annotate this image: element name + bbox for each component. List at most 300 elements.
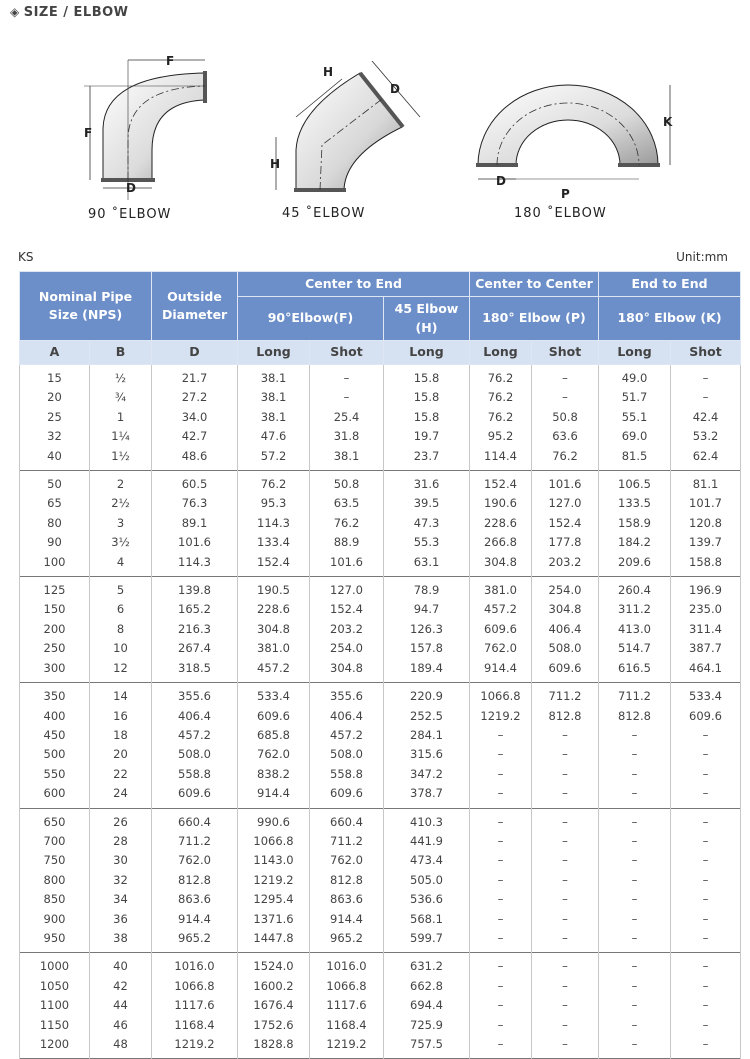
elbow-45-caption: 45 ˚ELBOW xyxy=(282,206,366,221)
table-cell: – xyxy=(532,388,599,407)
table-cell: 106.5 xyxy=(599,471,671,495)
table-cell: 457.2 xyxy=(152,726,238,745)
table-cell: – xyxy=(671,996,741,1015)
table-cell: 55.1 xyxy=(599,408,671,427)
table-cell: 95.3 xyxy=(238,494,310,513)
table-cell: 508.0 xyxy=(310,745,384,764)
table-cell: – xyxy=(532,851,599,870)
table-cell: 95.2 xyxy=(470,427,532,446)
table-cell: 228.6 xyxy=(470,514,532,533)
table-cell: 1066.8 xyxy=(470,683,532,707)
table-cell: 685.8 xyxy=(238,726,310,745)
table-cell: 62.4 xyxy=(671,447,741,471)
table-cell: 473.4 xyxy=(384,851,470,870)
table-cell: 23.7 xyxy=(384,447,470,471)
table-cell: – xyxy=(599,808,671,832)
table-cell: 152.4 xyxy=(310,600,384,619)
table-cell: 25.4 xyxy=(310,408,384,427)
table-cell: 711.2 xyxy=(310,832,384,851)
table-cell: 46 xyxy=(90,1016,152,1035)
table-cell: 381.0 xyxy=(470,577,532,601)
table-cell: – xyxy=(470,851,532,870)
table-cell: – xyxy=(671,910,741,929)
table-cell: 189.4 xyxy=(384,659,470,683)
table-cell: 50.8 xyxy=(532,408,599,427)
table-cell: 38.1 xyxy=(238,365,310,389)
table-cell: – xyxy=(599,996,671,1015)
label-d: D xyxy=(496,174,507,188)
header-180-elbow-k: 180° Elbow (K) xyxy=(599,297,741,341)
table-row xyxy=(20,765,741,784)
table-cell: 762.0 xyxy=(152,851,238,870)
table-cell: – xyxy=(599,726,671,745)
table-cell: 1447.8 xyxy=(238,929,310,953)
table-cell: 812.8 xyxy=(599,707,671,726)
table-cell: 139.8 xyxy=(152,577,238,601)
table-cell: 990.6 xyxy=(238,808,310,832)
elbow-45-diagram xyxy=(260,55,430,225)
table-cell: – xyxy=(671,365,741,389)
table-cell: 660.4 xyxy=(152,808,238,832)
table-cell: – xyxy=(671,745,741,764)
table-cell: – xyxy=(599,1016,671,1035)
table-cell: 220.9 xyxy=(384,683,470,707)
table-cell: – xyxy=(671,832,741,851)
table-cell: 31.8 xyxy=(310,427,384,446)
header-col-d: D xyxy=(152,341,238,365)
table-cell: – xyxy=(532,365,599,389)
table-cell: 3 xyxy=(90,514,152,533)
table-cell: 568.1 xyxy=(384,910,470,929)
table-cell: 53.2 xyxy=(671,427,741,446)
table-cell: 4 xyxy=(90,553,152,577)
table-cell: 750 xyxy=(20,851,90,870)
table-cell: 505.0 xyxy=(384,871,470,890)
table-cell: 762.0 xyxy=(310,851,384,870)
table-cell: 177.8 xyxy=(532,533,599,552)
table-row xyxy=(20,832,741,851)
elbow-45-drawing xyxy=(260,55,430,195)
table-row xyxy=(20,494,741,513)
table-cell: 101.6 xyxy=(152,533,238,552)
label-f-top: F xyxy=(166,54,176,68)
table-row xyxy=(20,1016,741,1035)
table-cell: 89.1 xyxy=(152,514,238,533)
table-cell: 127.0 xyxy=(532,494,599,513)
table-cell: 76.2 xyxy=(470,408,532,427)
table-cell: 32 xyxy=(90,871,152,890)
table-row xyxy=(20,808,741,832)
table-cell: 1150 xyxy=(20,1016,90,1035)
table-cell: 609.6 xyxy=(310,784,384,808)
table-cell: 252.5 xyxy=(384,707,470,726)
table-cell: – xyxy=(470,929,532,953)
header-shot: Shot xyxy=(671,341,741,365)
header-col-a: A xyxy=(20,341,90,365)
table-cell: – xyxy=(470,765,532,784)
table-group xyxy=(20,471,741,577)
table-cell: 88.9 xyxy=(310,533,384,552)
table-row xyxy=(20,577,741,601)
table-cell: 609.6 xyxy=(671,707,741,726)
table-cell: 965.2 xyxy=(152,929,238,953)
table-cell: 1100 xyxy=(20,996,90,1015)
table-row xyxy=(20,996,741,1015)
table-cell: – xyxy=(671,726,741,745)
table-cell: 381.0 xyxy=(238,639,310,658)
table-cell: 267.4 xyxy=(152,639,238,658)
table-cell: – xyxy=(532,953,599,977)
table-cell: 80 xyxy=(20,514,90,533)
table-cell: – xyxy=(470,1016,532,1035)
table-cell: 51.7 xyxy=(599,388,671,407)
table-cell: – xyxy=(532,784,599,808)
table-cell: – xyxy=(470,808,532,832)
diamond-bullet-icon: ◈ xyxy=(10,5,20,19)
table-row xyxy=(20,600,741,619)
table-cell: – xyxy=(599,745,671,764)
table-cell: – xyxy=(599,929,671,953)
table-cell: 914.4 xyxy=(238,784,310,808)
table-cell: – xyxy=(599,784,671,808)
table-cell: 34.0 xyxy=(152,408,238,427)
label-p: P xyxy=(561,187,571,201)
table-cell: 32 xyxy=(20,427,90,446)
table-cell: 700 xyxy=(20,832,90,851)
table-cell: – xyxy=(470,745,532,764)
table-cell: 812.8 xyxy=(152,871,238,890)
table-cell: 1016.0 xyxy=(152,953,238,977)
table-cell: 1066.8 xyxy=(238,832,310,851)
table-cell: – xyxy=(470,832,532,851)
table-cell: 355.6 xyxy=(310,683,384,707)
table-cell: 1219.2 xyxy=(152,1035,238,1059)
table-cell: – xyxy=(532,1035,599,1059)
table-cell: 48.6 xyxy=(152,447,238,471)
table-cell: 900 xyxy=(20,910,90,929)
table-cell: – xyxy=(532,808,599,832)
table-cell: – xyxy=(671,765,741,784)
table-cell: 1219.2 xyxy=(238,871,310,890)
table-cell: 757.5 xyxy=(384,1035,470,1059)
table-cell: – xyxy=(599,910,671,929)
table-cell: 57.2 xyxy=(238,447,310,471)
table-cell: – xyxy=(599,1035,671,1059)
table-cell: ½ xyxy=(90,365,152,389)
table-cell: – xyxy=(470,871,532,890)
table-cell: – xyxy=(599,953,671,977)
table-row xyxy=(20,365,741,389)
table-cell: 300 xyxy=(20,659,90,683)
table-cell: 1676.4 xyxy=(238,996,310,1015)
table-row xyxy=(20,388,741,407)
table-cell: 533.4 xyxy=(238,683,310,707)
table-cell: 355.6 xyxy=(152,683,238,707)
table-cell: 12 xyxy=(90,659,152,683)
table-cell: – xyxy=(532,765,599,784)
table-cell: 65 xyxy=(20,494,90,513)
table-group xyxy=(20,808,741,953)
table-cell: 25 xyxy=(20,408,90,427)
table-cell: 631.2 xyxy=(384,953,470,977)
table-cell: 100 xyxy=(20,553,90,577)
table-cell: 76.3 xyxy=(152,494,238,513)
table-cell: 250 xyxy=(20,639,90,658)
table-cell: 266.8 xyxy=(470,533,532,552)
table-cell: 1½ xyxy=(90,447,152,471)
header-col-b: B xyxy=(90,341,152,365)
table-cell: – xyxy=(310,365,384,389)
table-cell: 304.8 xyxy=(470,553,532,577)
table-cell: 1219.2 xyxy=(470,707,532,726)
label-h-side: H xyxy=(270,157,282,171)
elbow-90-diagram xyxy=(70,40,230,222)
table-cell: 42.4 xyxy=(671,408,741,427)
table-cell: 413.0 xyxy=(599,620,671,639)
table-cell: 158.8 xyxy=(671,553,741,577)
table-cell: 15.8 xyxy=(384,365,470,389)
table-cell: 558.8 xyxy=(152,765,238,784)
table-cell: – xyxy=(470,996,532,1015)
table-cell: 228.6 xyxy=(238,600,310,619)
table-cell: – xyxy=(470,977,532,996)
table-cell: 78.9 xyxy=(384,577,470,601)
table-cell: – xyxy=(599,765,671,784)
table-cell: 152.4 xyxy=(470,471,532,495)
table-cell: 464.1 xyxy=(671,659,741,683)
table-cell: 1168.4 xyxy=(152,1016,238,1035)
table-cell: 196.9 xyxy=(671,577,741,601)
table-cell: 550 xyxy=(20,765,90,784)
table-row xyxy=(20,471,741,495)
table-cell: 203.2 xyxy=(532,553,599,577)
table-cell: 120.8 xyxy=(671,514,741,533)
table-cell: – xyxy=(470,910,532,929)
table-cell: 3½ xyxy=(90,533,152,552)
table-cell: 209.6 xyxy=(599,553,671,577)
table-cell: – xyxy=(470,890,532,909)
table-cell: 711.2 xyxy=(532,683,599,707)
table-cell: 1828.8 xyxy=(238,1035,310,1059)
table-cell: – xyxy=(671,977,741,996)
table-cell: 711.2 xyxy=(599,683,671,707)
table-cell: 81.1 xyxy=(671,471,741,495)
table-cell: 114.4 xyxy=(470,447,532,471)
table-cell: 406.4 xyxy=(310,707,384,726)
label-f-side: F xyxy=(84,126,94,140)
table-cell: – xyxy=(599,890,671,909)
table-cell: 76.2 xyxy=(470,365,532,389)
table-row xyxy=(20,639,741,658)
table-cell: 157.8 xyxy=(384,639,470,658)
table-cell: 1050 xyxy=(20,977,90,996)
table-cell: 101.6 xyxy=(532,471,599,495)
table-cell: 500 xyxy=(20,745,90,764)
table-cell: 42.7 xyxy=(152,427,238,446)
label-h-top: H xyxy=(323,65,335,79)
table-cell: – xyxy=(671,784,741,808)
table-cell: – xyxy=(532,929,599,953)
table-row xyxy=(20,620,741,639)
table-row xyxy=(20,871,741,890)
table-cell: – xyxy=(532,910,599,929)
header-shot: Shot xyxy=(532,341,599,365)
table-cell: 2½ xyxy=(90,494,152,513)
table-cell: – xyxy=(599,977,671,996)
table-cell: 133.4 xyxy=(238,533,310,552)
table-cell: 184.2 xyxy=(599,533,671,552)
table-row xyxy=(20,784,741,808)
table-cell: – xyxy=(671,1035,741,1059)
header-outside-diameter: Outside Diameter xyxy=(152,272,238,341)
table-cell: 863.6 xyxy=(152,890,238,909)
table-cell: 114.3 xyxy=(238,514,310,533)
table-cell: 15.8 xyxy=(384,408,470,427)
table-cell: 616.5 xyxy=(599,659,671,683)
table-cell: 558.8 xyxy=(310,765,384,784)
table-cell: 26 xyxy=(90,808,152,832)
table-group xyxy=(20,365,741,471)
table-cell: 47.6 xyxy=(238,427,310,446)
table-cell: – xyxy=(671,890,741,909)
table-cell: 5 xyxy=(90,577,152,601)
table-cell: 914.4 xyxy=(152,910,238,929)
header-shot: Shot xyxy=(310,341,384,365)
table-cell: 42 xyxy=(90,977,152,996)
table-cell: 1219.2 xyxy=(310,1035,384,1059)
table-cell: 609.6 xyxy=(532,659,599,683)
table-cell: – xyxy=(532,977,599,996)
unit-label: Unit:mm xyxy=(676,250,728,264)
table-cell: 406.4 xyxy=(532,620,599,639)
table-cell: 24 xyxy=(90,784,152,808)
table-cell: 18 xyxy=(90,726,152,745)
table-cell: 76.2 xyxy=(470,388,532,407)
table-cell: – xyxy=(310,388,384,407)
section-title xyxy=(10,5,129,20)
table-cell: 1117.6 xyxy=(152,996,238,1015)
header-long: Long xyxy=(238,341,310,365)
table-cell: 347.2 xyxy=(384,765,470,784)
table-cell: 1200 xyxy=(20,1035,90,1059)
table-cell: 44 xyxy=(90,996,152,1015)
label-d: D xyxy=(126,181,137,195)
table-cell: 150 xyxy=(20,600,90,619)
header-180-elbow-p: 180° Elbow (P) xyxy=(470,297,599,341)
table-cell: – xyxy=(671,808,741,832)
table-row xyxy=(20,910,741,929)
table-cell: 1 xyxy=(90,408,152,427)
table-cell: – xyxy=(532,726,599,745)
table-cell: 950 xyxy=(20,929,90,953)
table-row xyxy=(20,408,741,427)
table-cell: 1000 xyxy=(20,953,90,977)
table-cell: 599.7 xyxy=(384,929,470,953)
table-cell: 8 xyxy=(90,620,152,639)
table-row xyxy=(20,533,741,552)
table-cell: 533.4 xyxy=(671,683,741,707)
table-cell: 660.4 xyxy=(310,808,384,832)
table-cell: 650 xyxy=(20,808,90,832)
table-cell: 304.8 xyxy=(532,600,599,619)
table-cell: 914.4 xyxy=(470,659,532,683)
table-cell: 812.8 xyxy=(532,707,599,726)
table-cell: 216.3 xyxy=(152,620,238,639)
table-cell: 1143.0 xyxy=(238,851,310,870)
table-cell: 125 xyxy=(20,577,90,601)
table-cell: 1117.6 xyxy=(310,996,384,1015)
table-cell: 1371.6 xyxy=(238,910,310,929)
table-cell: 55.3 xyxy=(384,533,470,552)
table-cell: 15 xyxy=(20,365,90,389)
table-cell: 762.0 xyxy=(238,745,310,764)
table-cell: 6 xyxy=(90,600,152,619)
table-cell: 22 xyxy=(90,765,152,784)
table-cell: 203.2 xyxy=(310,620,384,639)
table-cell: 200 xyxy=(20,620,90,639)
table-group xyxy=(20,683,741,808)
elbow-90-drawing xyxy=(70,40,230,200)
table-cell: – xyxy=(532,1016,599,1035)
table-cell: 90 xyxy=(20,533,90,552)
table-cell: 711.2 xyxy=(152,832,238,851)
table-cell: 318.5 xyxy=(152,659,238,683)
table-cell: – xyxy=(599,851,671,870)
table-cell: 15.8 xyxy=(384,388,470,407)
table-cell: – xyxy=(532,890,599,909)
table-cell: – xyxy=(671,1016,741,1035)
table-cell: – xyxy=(671,851,741,870)
table-cell: 101.6 xyxy=(310,553,384,577)
table-cell: 39.5 xyxy=(384,494,470,513)
table-cell: – xyxy=(470,784,532,808)
table-group xyxy=(20,577,741,683)
table-cell: – xyxy=(671,953,741,977)
table-cell: 350 xyxy=(20,683,90,707)
table-row xyxy=(20,953,741,977)
table-cell: 63.1 xyxy=(384,553,470,577)
table-row xyxy=(20,707,741,726)
table-cell: 1016.0 xyxy=(310,953,384,977)
table-cell: 254.0 xyxy=(532,577,599,601)
table-cell: 1¼ xyxy=(90,427,152,446)
table-cell: 838.2 xyxy=(238,765,310,784)
table-cell: 457.2 xyxy=(470,600,532,619)
table-cell: 1066.8 xyxy=(152,977,238,996)
table-cell: 508.0 xyxy=(532,639,599,658)
table-cell: 81.5 xyxy=(599,447,671,471)
table-cell: 50 xyxy=(20,471,90,495)
table-cell: 10 xyxy=(90,639,152,658)
header-center-to-end: Center to End xyxy=(238,272,470,297)
table-cell: 190.6 xyxy=(470,494,532,513)
table-cell: 609.6 xyxy=(238,707,310,726)
table-cell: 40 xyxy=(20,447,90,471)
table-cell: 152.4 xyxy=(238,553,310,577)
table-cell: 63.6 xyxy=(532,427,599,446)
table-cell: 514.7 xyxy=(599,639,671,658)
table-cell: 609.6 xyxy=(152,784,238,808)
table-cell: 457.2 xyxy=(310,726,384,745)
table-cell: 34 xyxy=(90,890,152,909)
table-cell: 450 xyxy=(20,726,90,745)
table-cell: 441.9 xyxy=(384,832,470,851)
table-cell: 762.0 xyxy=(470,639,532,658)
table-cell: 20 xyxy=(20,388,90,407)
table-row xyxy=(20,427,741,446)
table-cell: – xyxy=(532,832,599,851)
table-cell: 406.4 xyxy=(152,707,238,726)
